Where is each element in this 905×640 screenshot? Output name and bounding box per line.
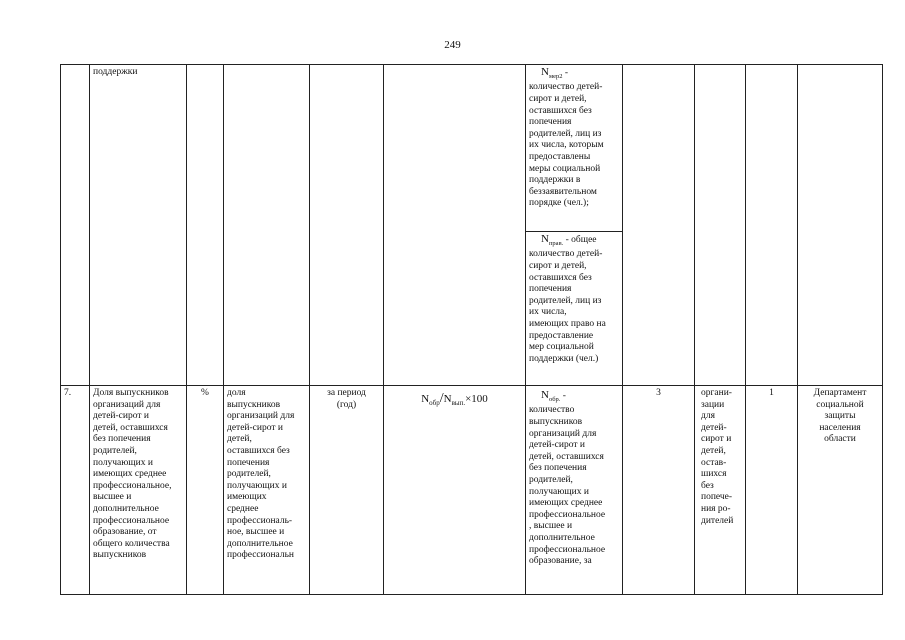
cont-population-cell (695, 65, 746, 386)
indicator-row-7 (61, 386, 883, 595)
period: за период (год) (327, 388, 366, 410)
var-suffix: - (560, 391, 566, 401)
indicators-table (60, 64, 883, 595)
indicator-name: Доля выпускников организаций для детей-сирот и детей, оставшихся без попечения родителей, получающих и имеющих среднее профессиональное, высшее и дополнительное профессиональное образование, от общего количества выпускников (93, 388, 172, 561)
responsible-cell (798, 386, 883, 595)
indicator-definition: доля выпускников организаций для детей-сирот и детей, оставшихся без попечения родителей, получающих и имеющих среднее профессиональ- ное, высшее и дополнительное профессиональн (227, 388, 295, 561)
row-number: 7. (64, 388, 72, 398)
formula-numerator: N (421, 393, 430, 405)
page-number: 249 (444, 39, 461, 51)
cont-formula-cell (384, 65, 526, 386)
cont-num-cell (61, 65, 90, 386)
population-cell (695, 386, 746, 595)
source-code-cell (623, 386, 695, 595)
responsible-body: Департамент социальной защиты населения области (813, 388, 867, 445)
var-subscript: мер2 (548, 72, 563, 80)
cont-unit-cell (187, 65, 224, 386)
var-subscript: прав. (548, 239, 564, 247)
cont-name-text: поддержки (93, 67, 138, 77)
cont-var-def-1 (526, 65, 623, 232)
var-symbol: N (541, 66, 549, 78)
cont-source-cell (623, 65, 695, 386)
formula-denominator-sub: вып. (451, 399, 466, 408)
cont-frequency-cell (746, 65, 798, 386)
cont-responsible-cell (798, 65, 883, 386)
formula-denominator: N (443, 393, 452, 405)
var-symbol: N (541, 233, 549, 245)
unit-cell (187, 386, 224, 595)
fraction-slash: / (439, 391, 444, 406)
cont-period-cell (310, 65, 384, 386)
row-number-cell (61, 386, 90, 595)
var-definition-text: количество детей- сирот и детей, оставшихся без попечения родителей, лиц из их числа, которым предоставлены меры социальной поддержки в беззаявительном порядке (чел.); (529, 82, 604, 209)
formula-cell (384, 386, 526, 595)
indicator-name-cell (90, 386, 187, 595)
formula-multiplier: ×100 (465, 393, 488, 405)
var-suffix: - (562, 68, 568, 78)
period-cell (310, 386, 384, 595)
unit: % (201, 388, 209, 398)
continuation-row (61, 65, 883, 232)
source-code: 3 (656, 388, 661, 398)
var-definition-text: количество выпускников организаций для детей-сирот и детей, оставшихся без попечения родителей, получающих и имеющих среднее профессиональное , высшее и дополнительное профессиональное образование, за (529, 405, 606, 567)
var-definition-text: количество детей- сирот и детей, оставшихся без попечения родителей, лиц из их числа, имеющих право на предоставление мер социальной поддержки (чел.) (529, 249, 606, 364)
frequency: 1 (769, 388, 774, 398)
formula-numerator-sub: обр (429, 399, 440, 408)
variable-definition-cell (526, 386, 623, 595)
frequency-cell (746, 386, 798, 595)
var-symbol: N (541, 389, 549, 401)
definition-cell (224, 386, 310, 595)
formula (387, 388, 522, 410)
cont-var-def-2 (526, 232, 623, 386)
var-subscript: обр. (548, 395, 561, 403)
cont-name-cell (90, 65, 187, 386)
population: органи- зации для детей- сирот и детей, остав- шихся без попече- ния ро- дителей (701, 388, 734, 526)
var-suffix: - общее (563, 235, 597, 245)
cont-definition-cell (224, 65, 310, 386)
